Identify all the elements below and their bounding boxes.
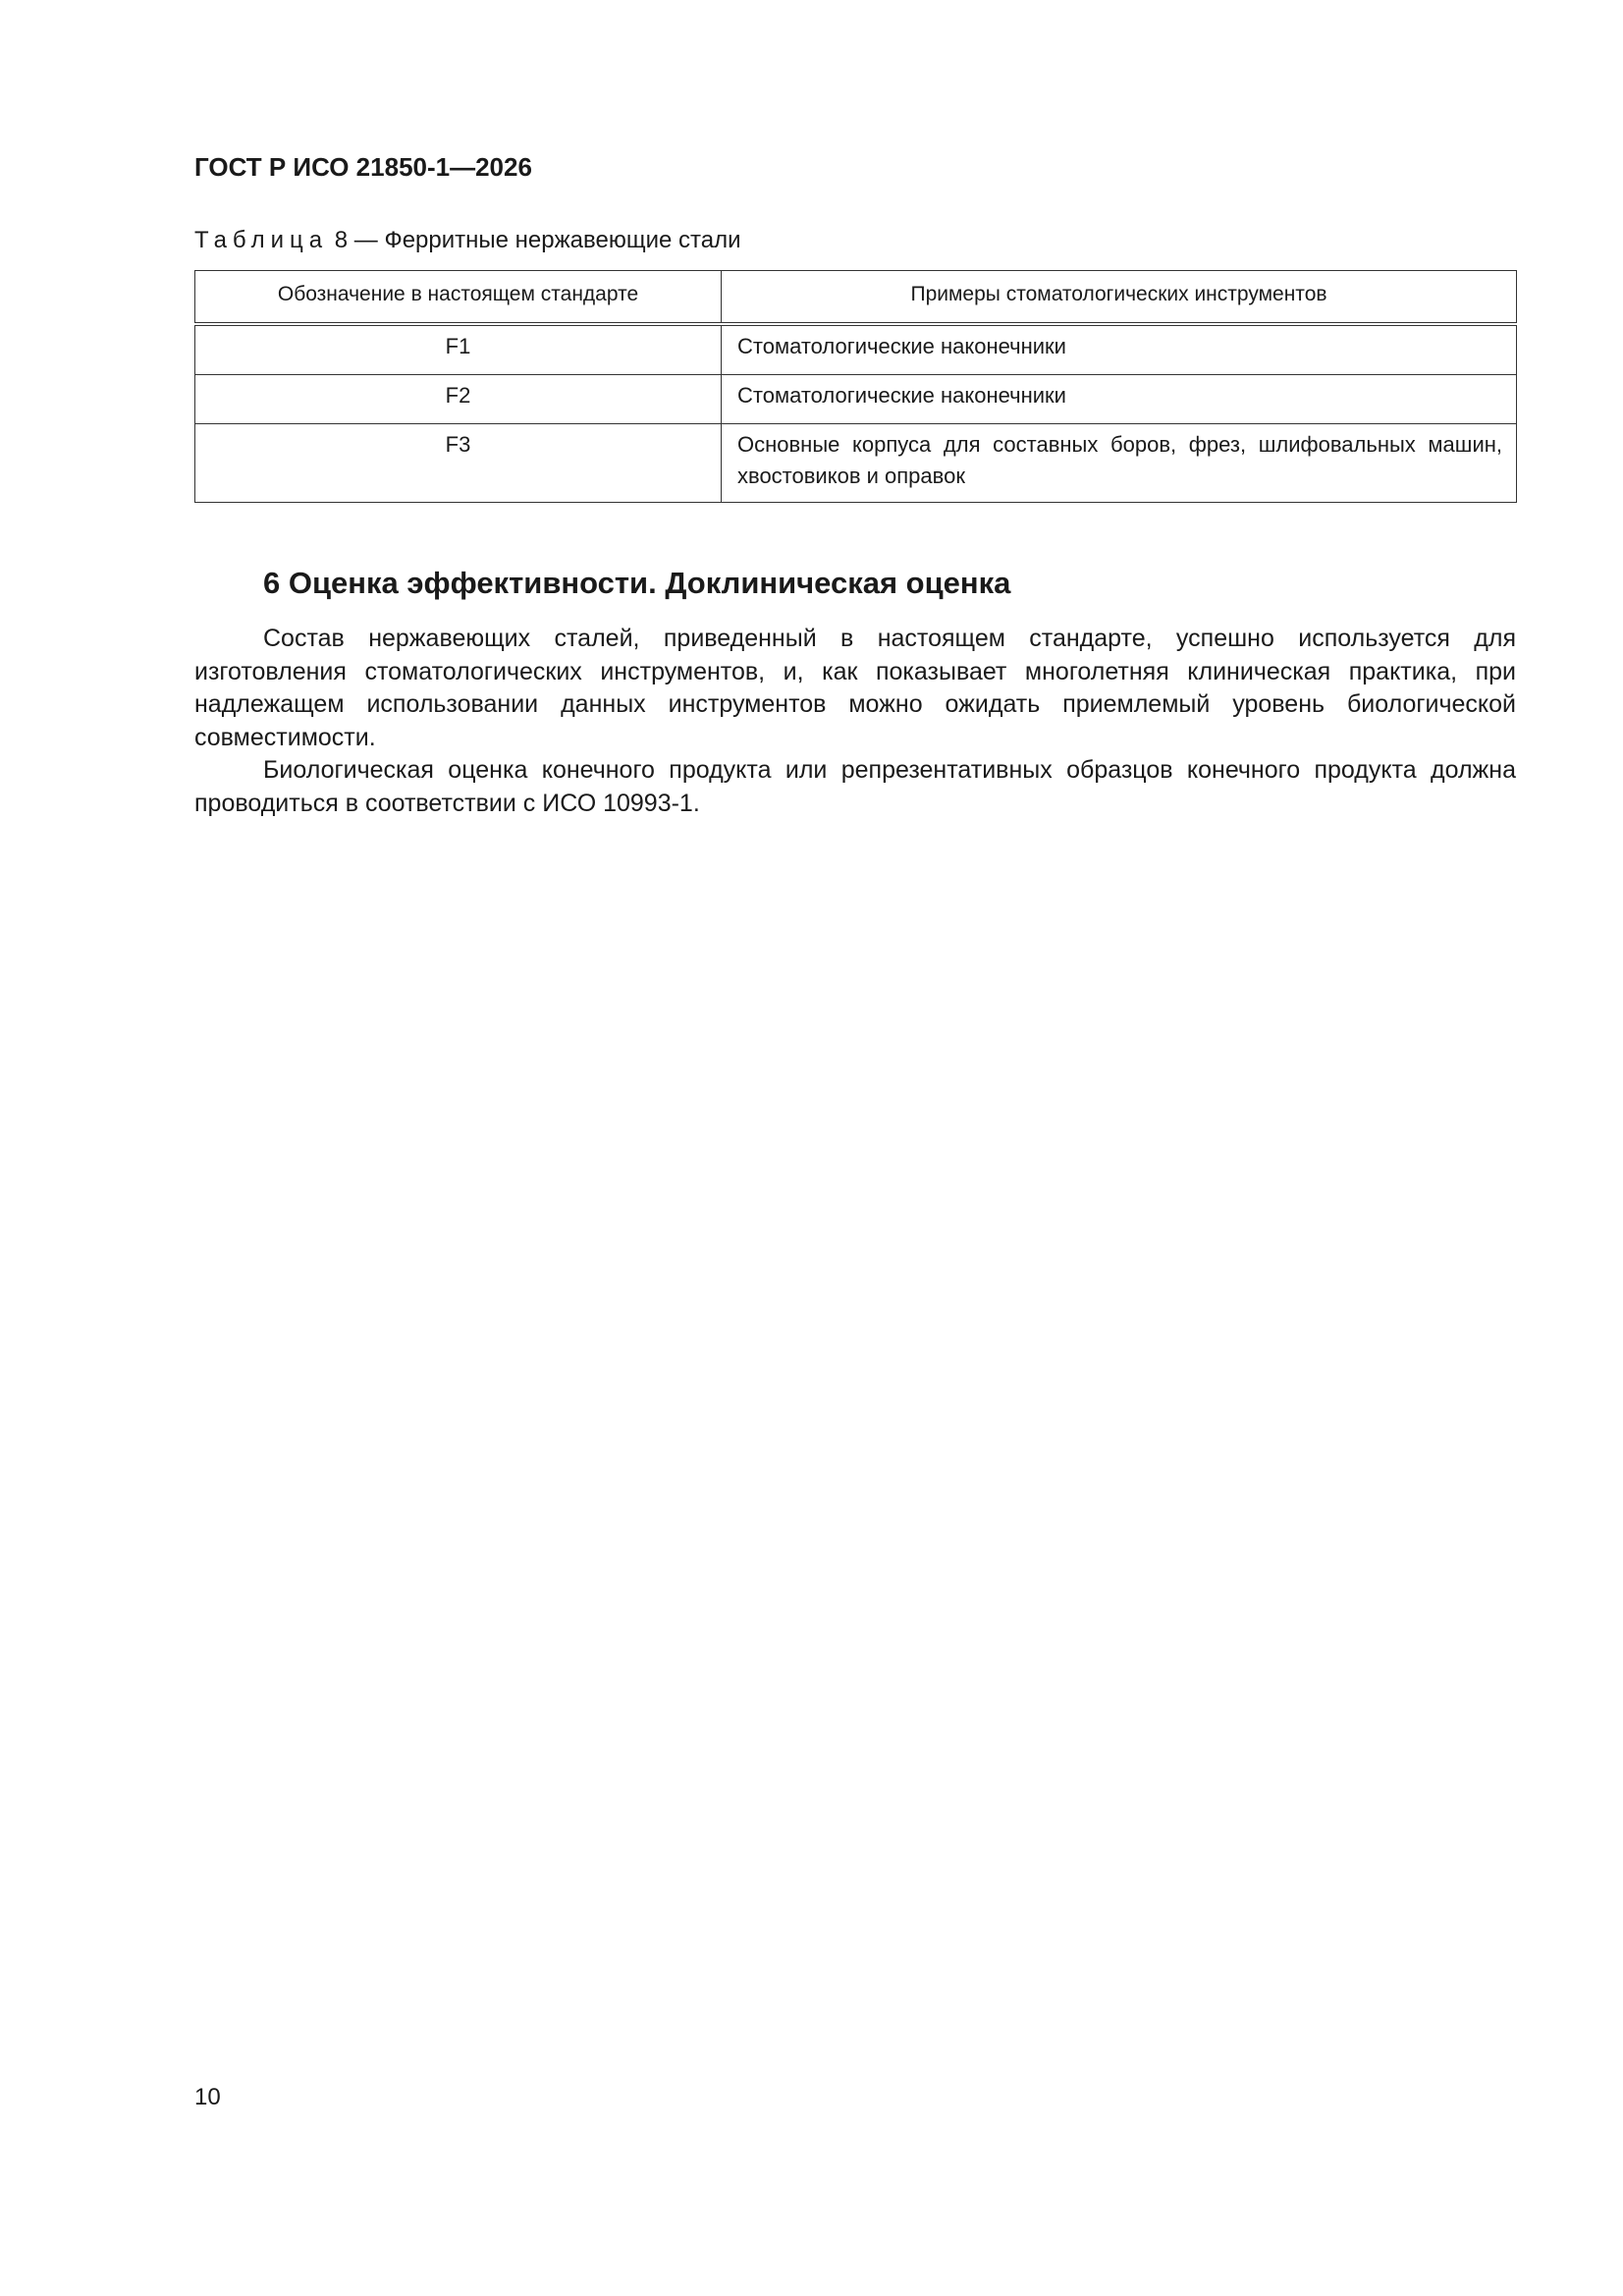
- table-row: [195, 424, 1517, 503]
- table-caption: [194, 225, 741, 256]
- steels-table: [194, 270, 1517, 503]
- table-caption-title: 8 — Ферритные нержавеющие стали: [328, 227, 741, 253]
- designation-cell: F2: [195, 375, 722, 424]
- table-header-row: [195, 271, 1517, 325]
- body-paragraph: Состав нержавеющих сталей, приведенный в настоящем стандарте, успешно используется для изготовления стоматологических инструментов, и, как показывает многолетняя клиническая практика, при надлежащем использовании данных инструментов можно ожидать приемлемый уровень биологической совместимости.: [194, 625, 1516, 751]
- column-header-examples: Примеры стоматологических инструментов: [722, 271, 1517, 325]
- examples-cell: Стоматологические наконечники: [722, 324, 1517, 375]
- section-body: [194, 623, 1516, 820]
- examples-cell: Основные корпуса для составных боров, фрез, шлифовальных машин, хвостовиков и оправок: [722, 424, 1517, 503]
- table-caption-label: Таблица: [194, 227, 329, 253]
- document-code: ГОСТ Р ИСО 21850-1—2026: [194, 152, 532, 182]
- table-row: [195, 324, 1517, 375]
- body-paragraph: Биологическая оценка конечного продукта или репрезентативных образцов конечного продукта должна проводиться в соответствии с ИСО 10993-1.: [194, 756, 1516, 817]
- section-heading: 6 Оценка эффективности. Доклиническая оценка: [263, 566, 1011, 600]
- column-header-designation: Обозначение в настоящем стандарте: [195, 271, 722, 325]
- table-row: [195, 375, 1517, 424]
- designation-cell: F3: [195, 424, 722, 503]
- examples-cell: Стоматологические наконечники: [722, 375, 1517, 424]
- page-number: 10: [194, 2084, 221, 2110]
- designation-cell: F1: [195, 324, 722, 375]
